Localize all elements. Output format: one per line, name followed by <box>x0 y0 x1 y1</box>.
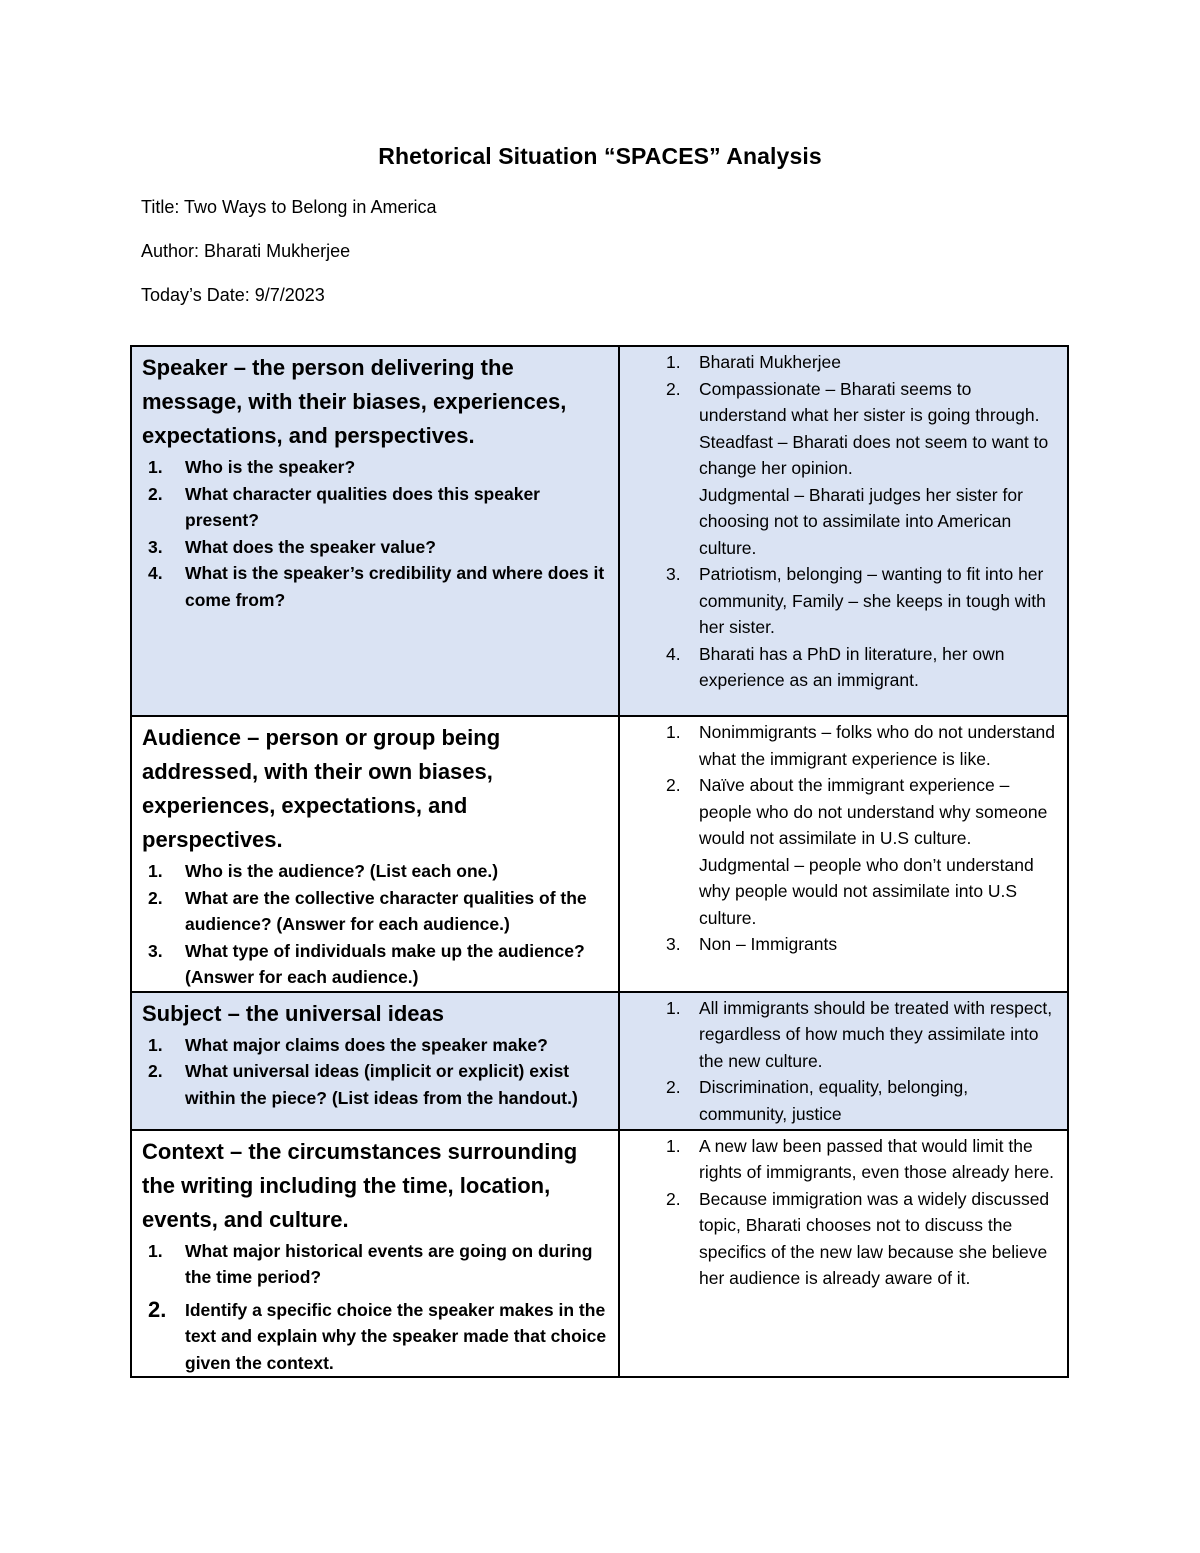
question-text: What major historical events are going on during the time period? <box>185 1240 593 1287</box>
question-text: What type of individuals make up the audience? (Answer for each audience.) <box>185 940 585 987</box>
author-value: Bharati Mukherjee <box>204 241 351 261</box>
speaker-row <box>131 346 1068 716</box>
list-item <box>630 1074 1059 1127</box>
list-item <box>630 772 1059 931</box>
answer-text: Nonimmigrants – folks who do not understand what the immigrant experience is like. <box>699 722 1056 769</box>
meta-author-line <box>141 241 350 262</box>
answer-text: A new law been passed that would limit the rights of immigrants, even those already here. <box>699 1135 1055 1182</box>
question-text: Identify a specific choice the speaker makes in the text and explain why the speaker made that choice given the context. <box>185 1299 607 1373</box>
subject-prompt-cell <box>131 992 619 1130</box>
meta-date-line <box>141 285 325 306</box>
title-label: Title: <box>141 197 185 217</box>
answer-text: Judgmental – Bharati judges her sister for choosing not to assimilate into American culture. <box>699 484 1023 558</box>
spaces-table <box>130 345 1069 1378</box>
question-text: Who is the audience? (List each one.) <box>185 861 499 881</box>
question-text: Who is the speaker? <box>185 457 356 477</box>
subject-answers <box>630 995 1059 1128</box>
answer-text: All immigrants should be treated with respect, regardless of how much they assimilate into the new culture. <box>699 997 1053 1071</box>
list-item <box>630 561 1059 641</box>
context-row <box>131 1130 1068 1378</box>
list-number: 1. <box>666 352 681 372</box>
list-item <box>142 481 610 534</box>
list-number: 2. <box>148 483 163 504</box>
list-item <box>630 1186 1059 1292</box>
page-title: Rhetorical Situation “SPACES” Analysis <box>378 143 822 169</box>
list-number: 2. <box>148 1061 163 1081</box>
list-number: 1. <box>148 457 163 477</box>
list-number: 1. <box>148 861 163 881</box>
question-text: What does the speaker value? <box>185 536 436 557</box>
list-number: 1. <box>666 1135 681 1156</box>
speaker-prompt-cell <box>131 346 619 716</box>
answer-text: Discrimination, equality, belonging, community, justice <box>699 1077 969 1124</box>
answer-text: Because immigration was a widely discussed topic, Bharati chooses not to discuss the specifics of the new law because she believe her audience is already aware of it. <box>699 1188 1050 1288</box>
context-answers <box>630 1133 1059 1292</box>
list-number: 1. <box>666 722 681 742</box>
list-number: 1. <box>148 1240 163 1261</box>
speaker-questions <box>142 454 610 613</box>
subject-answer-cell <box>619 992 1068 1130</box>
list-item <box>630 349 1059 376</box>
answer-text: Non – Immigrants <box>699 934 838 954</box>
list-item <box>630 931 1059 958</box>
context-heading: Context – the circumstances surrounding the writing including the time, location, events, and culture. <box>142 1138 578 1232</box>
date-value: 9/7/2023 <box>254 285 325 305</box>
question-text: What are the collective character qualities of the audience? (Answer for each audience.) <box>185 887 587 934</box>
audience-questions <box>142 858 610 991</box>
audience-answers <box>630 719 1059 958</box>
list-number: 1. <box>148 1034 163 1055</box>
answer-text: Naïve about the immigrant experience – people who do not understand why someone would not assimilate in U.S culture. Judgmental – people who don’t understand why people would not assimilate into U.S culture. <box>699 775 1048 928</box>
context-prompt-cell <box>131 1130 619 1378</box>
meta-title-line <box>141 197 436 218</box>
list-number: 4. <box>666 643 681 664</box>
list-number: 2. <box>666 1077 681 1097</box>
list-number: 3. <box>666 564 681 584</box>
question-text: What is the speaker’s credibility and where does it come from? <box>185 563 605 610</box>
audience-prompt-cell <box>131 716 619 992</box>
list-number: 4. <box>148 563 163 583</box>
list-number: 2. <box>666 1188 681 1209</box>
title-value: Two Ways to Belong in America <box>184 197 437 217</box>
speaker-answers <box>630 349 1059 694</box>
context-questions <box>142 1238 610 1377</box>
list-number: 3. <box>148 536 163 557</box>
answer-text: Bharati Mukherjee <box>699 352 842 372</box>
list-number: 2. <box>666 378 681 399</box>
list-number: 3. <box>148 940 163 961</box>
audience-row <box>131 716 1068 992</box>
list-item <box>142 1238 610 1291</box>
answer-text: Bharati has a PhD in literature, her own experience as an immigrant. <box>699 643 1005 690</box>
list-item <box>630 719 1059 772</box>
speaker-heading: Speaker – the person delivering the message, with their biases, experiences, expectations, and perspectives. <box>142 355 567 448</box>
list-item <box>630 995 1059 1075</box>
list-item <box>630 641 1059 694</box>
audience-heading: Audience – person or group being addressed, with their own biases, experiences, expectations, and perspectives. <box>142 725 501 852</box>
list-number: 2. <box>666 775 681 795</box>
list-item <box>142 885 610 938</box>
date-label: Today’s Date: <box>141 285 255 305</box>
list-number: 1. <box>666 997 681 1018</box>
question-text: What universal ideas (implicit or explicit) exist within the piece? (List ideas from the handout.) <box>185 1061 578 1108</box>
audience-answer-cell <box>619 716 1068 992</box>
list-item <box>142 1297 610 1377</box>
subject-row <box>131 992 1068 1130</box>
answer-text: Patriotism, belonging – wanting to fit into her community, Family – she keeps in tough with her sister. <box>699 564 1046 637</box>
list-number: 2. <box>148 887 163 908</box>
list-number: 2. <box>148 1296 167 1322</box>
context-answer-cell <box>619 1130 1068 1378</box>
list-item <box>142 938 610 991</box>
list-item <box>142 534 610 561</box>
question-text: What major claims does the speaker make? <box>185 1034 548 1055</box>
question-text: What character qualities does this speaker present? <box>185 483 540 530</box>
list-item <box>142 1058 610 1111</box>
list-item <box>630 376 1059 562</box>
answer-text: Compassionate – Bharati seems to understand what her sister is going through. <box>699 378 1040 425</box>
list-item <box>142 560 610 613</box>
list-item <box>142 1032 610 1059</box>
list-number: 3. <box>666 934 681 954</box>
list-item <box>142 858 610 885</box>
author-label: Author: <box>141 241 205 261</box>
subject-heading: Subject – the universal ideas <box>142 1000 445 1026</box>
list-item <box>142 454 610 481</box>
list-item <box>630 1133 1059 1186</box>
subject-questions <box>142 1032 610 1112</box>
speaker-answer-cell <box>619 346 1068 716</box>
answer-text: Steadfast – Bharati does not seem to want to change her opinion. <box>699 431 1049 478</box>
